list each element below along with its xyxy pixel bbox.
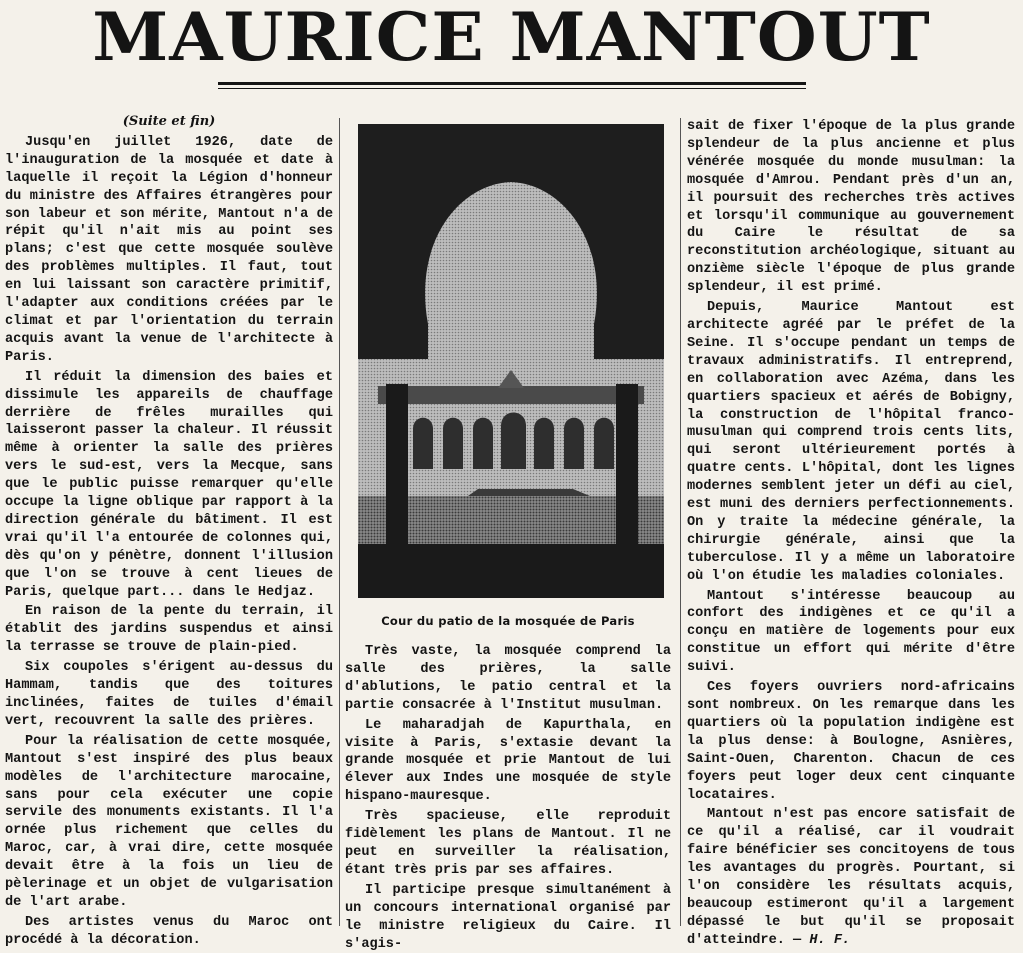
masthead-title: MAURICE MANTOUT	[92, 0, 931, 76]
paragraph: Le maharadjah de Kapurthala, en visite à Paris, s'extasie devant la grande mosquée et prie Mantout de lui élever aux Indes une mosquée de style hispano-mauresque.	[345, 717, 671, 805]
paragraph-text: Mantout n'est pas encore satisfait de ce qu'il a réalisé, car il voudrait faire bénéficier ses concitoyens de tous les avantages du progrès. Pourtant, si l'on considère les résultats acquis, beaucoup estimeront qu'il a largement dépassé le but qu'il se proposait d'atteindre. —	[687, 807, 1015, 948]
paragraph: Jusqu'en juillet 1926, date de l'inauguration de la mosquée et date à laquelle il reçoit la Légion d'honneur du ministre des Affaires étrangères pour son labeur et son mérite, Mantout n'a de répit qu'il n'ait mis au point ses plans; c'est que cette mosquée soulève des problèmes multiples. Il faut, tout en lui laissant son caractère primitif, l'adapter aux conditions créées par le climat et par l'orientation du terrain acquis avant la venue de l'architecte à Paris.	[5, 134, 333, 365]
continuation-note: (Suite et fin)	[122, 114, 216, 129]
paragraph: Très spacieuse, elle reproduit fidèlement les plans de Mantout. Il ne peut en surveiller la réalisation, étant très pris par ses affaires.	[345, 809, 671, 878]
paragraph: Pour la réalisation de cette mosquée, Mantout s'est inspiré des plus beaux modèles de l'architecture marocaine, sans pour cela exécuter une copie servile des monuments existants. Il l'a ornée plus richement que celles du Maroc, car, à vrai dire, cette mosquée devait être à la fois un lieu de pèlerinage et un objet de vulgarisation de l'art arabe.	[5, 733, 333, 910]
title-rule-thin	[218, 88, 806, 89]
signature: H. F.	[809, 932, 851, 948]
paragraph: Ces foyers ouvriers nord-africains sont nombreux. On les remarque dans les quartiers où la population indigène est la plus dense: à Boulogne, Asnières, Saint-Ouen, Charenton. Chacun de ces foyers peut loger deux cent cinquante locataires.	[687, 680, 1015, 803]
article-column-3	[687, 118, 1015, 950]
paragraph	[687, 806, 1015, 949]
article-column-1	[5, 113, 333, 950]
paragraph: Mantout s'intéresse beaucoup au confort des indigènes et ce qu'il a conçu en matière de logements pour eux constitue un effort qui mérite d'être suivi.	[687, 588, 1015, 676]
article-column-2	[345, 643, 671, 953]
paragraph: Très vaste, la mosquée comprend la salle des prières, la salle d'ablutions, le patio central et la partie consacrée à l'Institut musulman.	[345, 644, 671, 713]
column-divider	[680, 118, 681, 926]
mosque-patio-illustration	[358, 124, 664, 598]
photo-caption: Cour du patio de la mosquée de Paris	[381, 614, 635, 628]
paragraph: Six coupoles s'érigent au-dessus du Hammam, tandis que des toitures inclinées, faites de tuiles d'émail vert, recouvrent la salle des prières.	[5, 660, 333, 729]
title-rule	[218, 82, 806, 85]
paragraph: Il participe presque simultanément à un concours international organisé par le ministre religieux du Caire. Il s'agis-	[345, 882, 671, 952]
paragraph: En raison de la pente du terrain, il établit des jardins suspendus et ainsi la terrasse se trouve de plain-pied.	[5, 604, 333, 656]
mosque-patio-photo	[358, 124, 664, 598]
paragraph: Il réduit la dimension des baies et dissimule les appareils de chauffage derrière de frêles murailles qui laisseront passer la chaleur. Il réussit même à orienter la salle des prières vers le sud-est, vers la Mecque, sans que le public puisse remarquer qu'elle occupe la ligne oblique par rapport à la direction générale du bâtiment. Il est vrai qu'il l'a entourée de colonnes qui, dès qu'on y pénètre, donnent l'illusion que l'on se trouve à cent lieues de Paris, quelque part... dans le Hedjaz.	[5, 369, 333, 600]
paragraph: Depuis, Maurice Mantout est architecte agréé par le préfet de la Seine. Il s'occupe pendant un temps de travaux administratifs. Il entreprend, en collaboration avec Azéma, dans les quartiers spacieux et aérés de Bobigny, la construction de l'hôpital franco-musulman qui comprend trois cents lits, qui seront ultérieurement portés à quatre cents. L'hôpital, dont les lignes modernes semblent jeter un défi au ciel, est muni des derniers perfectionnements. On y traite la médecine générale, la chirurgie générale, ainsi que la tuberculose. Il y a même un laboratoire où l'on étudie les maladies coloniales.	[687, 300, 1015, 584]
paragraph: Des artistes venus du Maroc ont procédé à la décoration.	[5, 914, 333, 948]
column-divider	[339, 118, 340, 926]
paragraph: sait de fixer l'époque de la plus grande splendeur de la plus ancienne et plus vénérée mosquée du monde musulman: la mosquée d'Amrou. Pendant près d'un an, il poursuit des recherches très actives et lorsqu'il communique au gouvernement du Caire le résultat de sa reconstitution archéologique, situant au onzième siècle l'époque de plus grande splendeur, il est primé.	[687, 119, 1015, 296]
